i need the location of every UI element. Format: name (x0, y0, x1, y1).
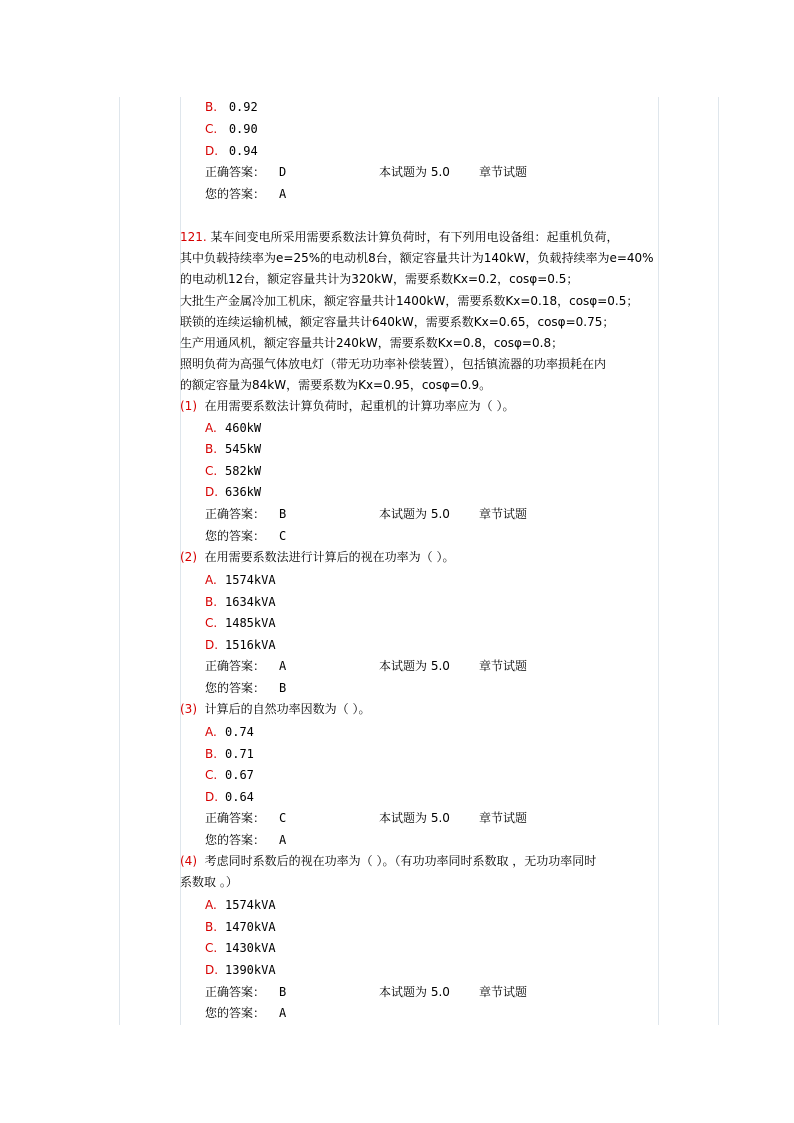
option-a[interactable]: A. 0.74 (205, 725, 254, 739)
option-a[interactable]: A. 1574kVA (205, 898, 276, 912)
option-d[interactable]: D. 636kW (205, 485, 262, 499)
option-c[interactable]: C. 1485kVA (205, 616, 276, 630)
question-line: 的额定容量为84kW，需要系数为Kx=0.95，cosφ=0.9。 (180, 378, 492, 392)
option-d[interactable]: D. 0.94 (205, 144, 258, 158)
option-c[interactable]: C. 0.90 (205, 122, 258, 136)
option-c[interactable]: C. 0.67 (205, 768, 254, 782)
option-a[interactable]: A. 1574kVA (205, 573, 276, 587)
answer-row: 正确答案： C 本试题为 5.0 章节试题 (205, 811, 528, 825)
option-c[interactable]: C. 582kW (205, 464, 262, 478)
option-d[interactable]: D. 0.64 (205, 790, 254, 804)
answer-row: 正确答案： D 本试题为 5.0 章节试题 (205, 165, 528, 179)
border-right-outer (718, 97, 719, 1025)
option-c[interactable]: C. 1430kVA (205, 941, 276, 955)
your-answer-row: 您的答案： C (205, 529, 287, 543)
option-b[interactable]: B. 0.92 (205, 100, 258, 114)
border-right-inner (658, 97, 659, 1025)
sub-question-text-cont: 系数取 。） (180, 875, 238, 889)
option-b[interactable]: B. 545kW (205, 442, 262, 456)
question-line: 大批生产金属冷加工机床，额定容量共计1400kW，需要系数Kx=0.18，cosφ=0.5； (180, 294, 639, 308)
your-answer-row: 您的答案： B (205, 681, 287, 695)
option-b[interactable]: B. 1634kVA (205, 595, 276, 609)
sub-question-text: (2) 在用需要系数法进行计算后的视在功率为（ ）。 (180, 550, 455, 564)
option-d[interactable]: D. 1516kVA (205, 638, 276, 652)
option-b[interactable]: B. 1470kVA (205, 920, 276, 934)
sub-question-text: (4) 考虑同时系数后的视在功率为（ ）。（有功功率同时系数取 ，无功功率同时 (180, 854, 597, 868)
question-line: 其中负载持续率为e=25%的电动机8台，额定容量共计为140kW，负载持续率为e=40% (180, 251, 654, 265)
question-title: 121. 某车间变电所采用需要系数法计算负荷时，有下列用电设备组：起重机负荷， (180, 230, 619, 244)
option-b[interactable]: B. 0.71 (205, 747, 254, 761)
option-d[interactable]: D. 1390kVA (205, 963, 276, 977)
question-line: 照明负荷为高强气体放电灯（带无功功率补偿装置），包括镇流器的功率损耗在内 (180, 357, 607, 371)
question-line: 生产用通风机，额定容量共计240kW，需要系数Kx=0.8，cosφ=0.8； (180, 336, 564, 350)
sub-question-text: (1) 在用需要系数法计算负荷时，起重机的计算功率应为（ ）。 (180, 399, 515, 413)
your-answer-row: 您的答案： A (205, 833, 287, 847)
question-line: 联锁的连续运输机械，额定容量共计640kW，需要系数Kx=0.65，cosφ=0.75； (180, 315, 615, 329)
answer-row: 正确答案： B 本试题为 5.0 章节试题 (205, 985, 528, 999)
option-a[interactable]: A. 460kW (205, 421, 262, 435)
border-left-outer (119, 97, 120, 1025)
your-answer-row: 您的答案： A (205, 1006, 287, 1020)
sub-question-text: (3) 计算后的自然功率因数为（ ）。 (180, 702, 371, 716)
question-line: 的电动机12台，额定容量共计为320kW，需要系数Kx=0.2，cosφ=0.5； (180, 272, 579, 286)
your-answer-row: 您的答案： A (205, 187, 287, 201)
answer-row: 正确答案： A 本试题为 5.0 章节试题 (205, 659, 528, 673)
answer-row: 正确答案： B 本试题为 5.0 章节试题 (205, 507, 528, 521)
